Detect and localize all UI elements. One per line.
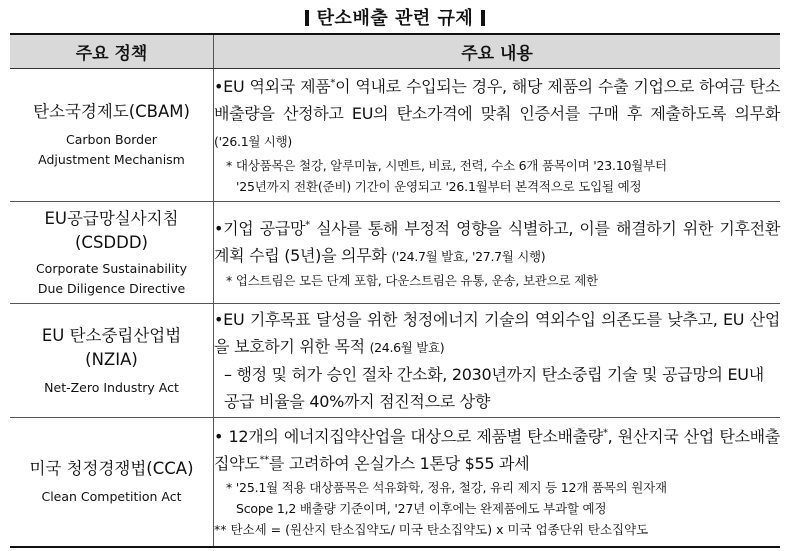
table-row	[10, 304, 780, 418]
policy-name-en	[10, 130, 213, 170]
content-cell	[214, 202, 781, 304]
header-content: 주요 내용	[214, 34, 781, 69]
title-text: 탄소배출 관련 규제	[316, 8, 474, 29]
page-title	[0, 4, 790, 30]
content-text: , 원산지국 산업 탄소배출 집약도	[214, 427, 780, 474]
content-text: 실사를 통해 부정적 영향을 식별하고, 이를 해결하기 위한 기후전환계획 수립 (5년)을 의무화	[214, 218, 780, 265]
policy-name-en-line: Corporate Sustainability	[35, 260, 188, 276]
content-note: Scope 1,2 배출량 기준이며, '27년 이후에는 완제품에도 부과할 예정	[236, 501, 607, 517]
policy-name-en: Net-Zero Industry Act	[44, 379, 179, 395]
content-text: • 12개의 에너지집약산업을 대상으로 제품별 탄소배출량	[214, 427, 603, 447]
content-main	[214, 215, 780, 270]
content-subitem: – 행정 및 허가 승인 절차 간소화, 2030년까지 탄소중립 기술 및 공급망의 EU내 공급 비율을 40%까지 점진적으로 상향	[224, 365, 764, 411]
policy-name-en: Clean Competition Act	[41, 488, 182, 504]
content-note: * 업스트림은 모든 단계 포함, 다운스트림은 유통, 운송, 보관으로 제한	[226, 272, 598, 288]
policy-name-ko: EU 탄소중립산업법	[41, 325, 182, 345]
policy-name-en-line: Carbon Border	[66, 132, 157, 147]
policy-cell	[10, 202, 214, 304]
content-cell	[214, 69, 781, 202]
content-date: ('24.7월 발효, '27.7월 시행)	[391, 248, 546, 264]
title-bar-right	[481, 10, 485, 26]
table-row	[10, 69, 780, 202]
table-row	[10, 202, 780, 304]
content-note: * '25.1월 적용 대상품목은 석유화학, 정유, 철강, 유리 제지 등 12개 품목의 원자재	[226, 480, 667, 496]
content-text: •기업 공급망	[214, 218, 306, 238]
title-bar-left	[305, 10, 309, 26]
policy-name-ko: 미국 청정경쟁법(CCA)	[29, 458, 194, 478]
content-note: ** 탄소세 = (원산지 탄소집약도/ 미국 탄소집약도) x 미국 업종단위 탄소집약도	[214, 522, 649, 538]
footnote-mark: **	[259, 454, 269, 466]
policy-name-en	[10, 259, 213, 299]
table-row	[10, 418, 780, 547]
content-text: 이 역내로 수입되는 경우, 해당 제품의 수출 기업으로 하여금 탄소배출량을 산정하고 EU의 탄소가격에 맞춰 인증서를 구매 후 제출하도록 의무화	[214, 77, 780, 123]
content-text: •EU 역외국 제품	[214, 77, 331, 96]
content-cell	[214, 304, 781, 418]
footnote-mark: *	[305, 219, 310, 231]
table-header-row	[10, 34, 780, 69]
content-cell	[214, 418, 781, 547]
policy-name-ko: EU공급망실사지침	[44, 208, 179, 228]
policy-cell	[10, 304, 214, 418]
policy-name-en-line: Adjustment Mechanism	[38, 152, 185, 167]
policy-name-ko-abbr: (NZIA)	[85, 349, 138, 369]
content-note: '25년까지 전환(준비) 기간이 운영되고 '26.1월부터 본격적으로 도입될 예정	[236, 179, 642, 194]
policy-cell	[10, 69, 214, 202]
content-main	[214, 73, 780, 155]
content-main	[214, 423, 780, 477]
footnote-mark: *	[602, 427, 608, 439]
policy-name-ko-abbr: (CSDDD)	[75, 232, 148, 252]
content-main	[214, 306, 780, 361]
content-text: 를 고려하여 온실가스 1톤당 $55 과세	[268, 454, 530, 474]
policy-cell	[10, 418, 214, 547]
policy-name-ko: 탄소국경제도(CBAM)	[33, 102, 190, 121]
header-policy: 주요 정책	[10, 34, 214, 69]
content-date: (24.6월 발효)	[369, 340, 445, 355]
policy-name-en-line: Due Diligence Directive	[37, 280, 186, 296]
content-text: •EU 기후목표 달성을 위한 청정에너지 기술의 역외수입 의존도를 낮추고, EU 산업을 보호하기 위한 목적	[214, 310, 780, 356]
content-note: * 대상품목은 철강, 알루미늄, 시멘트, 비료, 전력, 수소 6개 품목이며 '23.10월부터	[226, 158, 667, 173]
content-date: ('26.1월 시행)	[214, 134, 292, 149]
regulation-table	[10, 33, 780, 548]
footnote-mark: *	[330, 77, 336, 89]
